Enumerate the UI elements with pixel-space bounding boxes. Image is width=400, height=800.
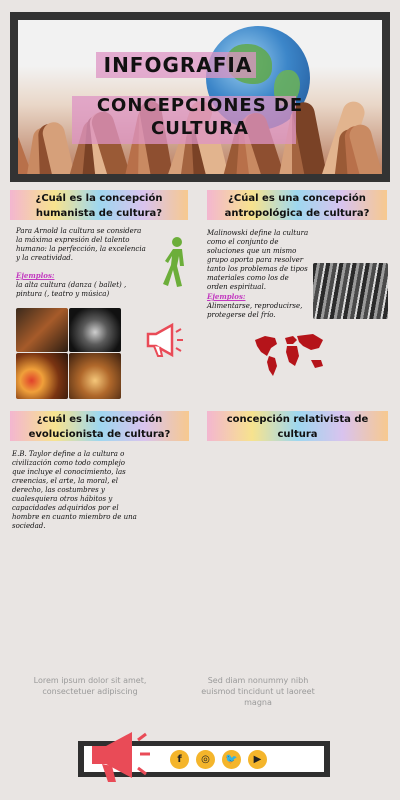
page-title: INFOGRAFIA <box>103 53 253 77</box>
photo-ballet <box>69 308 121 352</box>
facebook-icon[interactable]: f <box>170 750 189 769</box>
section-heading-line2: cultura <box>277 429 318 440</box>
photo-theater <box>69 353 121 399</box>
social-links <box>170 750 270 770</box>
examples-label: Ejemplos: <box>16 271 55 280</box>
section-heading-line2: evolucionista de cultura? <box>28 429 171 440</box>
antropologica-body: Malinowski define la cultura como el conjunto de soluciones que un mismo grupo aporta para resolver tanto los problemas de tipos materiales como los de orden espiritual. <box>207 229 309 291</box>
section-heading-line2: antropológica de cultura? <box>224 208 370 219</box>
youtube-icon[interactable]: ▶ <box>248 750 267 769</box>
photo-community <box>313 263 388 319</box>
banner-image <box>18 20 382 174</box>
megaphone-icon <box>144 322 184 360</box>
twitter-icon[interactable]: 🐦 <box>222 750 241 769</box>
photo-painting <box>16 308 68 352</box>
header-banner <box>10 12 390 182</box>
humanista-examples-label <box>16 271 146 281</box>
footer-megaphone-icon <box>88 726 152 788</box>
photo-still-life <box>16 353 68 399</box>
section-heading-line1: ¿Cúal es una concepción <box>228 193 366 204</box>
section-heading-line1: concepción relativista de <box>226 414 369 425</box>
antropologica-examples: Alimentarse, reproducirse, protegerse del frío. <box>207 302 303 319</box>
world-map-icon <box>253 330 327 378</box>
examples-label: Ejemplos: <box>207 292 246 301</box>
section-header-evolucionista <box>10 411 189 441</box>
section-header-humanista <box>10 190 188 220</box>
walking-person-icon <box>160 236 192 290</box>
section-heading-line1: ¿cuál es la concepción <box>36 414 163 425</box>
footer-note-left: Lorem ipsum dolor sit amet, consectetuer adipiscing <box>33 676 147 696</box>
page-subtitle-line1: CONCEPCIONES DE <box>96 95 304 116</box>
humanista-body: Para Arnold la cultura se considera la máxima expresión del talento humano: la perfección, la excelencia y la creatividad. <box>16 227 146 262</box>
humanista-examples: la alta cultura (danza ( ballet) , pintura (, teatro y música) <box>16 281 127 298</box>
antropologica-examples-label <box>207 292 311 302</box>
section-heading-line2: humanista de cultura? <box>35 208 163 219</box>
section-header-relativista <box>207 411 388 441</box>
page-subtitle-line2: CULTURA <box>150 118 249 139</box>
instagram-icon[interactable]: ◎ <box>196 750 215 769</box>
section-header-antropologica <box>207 190 387 220</box>
section-heading-line1: ¿Cuál es la concepción <box>35 193 163 204</box>
evolucionista-body: E.B. Taylor define a la cultura o civilización como todo complejo que incluye el conocimiento, las creencias, el arte, la moral, el derecho, las costumbres y cualesquiera otros hábitos y capacidades adquiridos por el hombre en cuanto miembro de una sociedad. <box>12 450 137 530</box>
footer-note-right: Sed diam nonummy nibh euismod tincidunt ut laoreet magna <box>201 676 315 707</box>
